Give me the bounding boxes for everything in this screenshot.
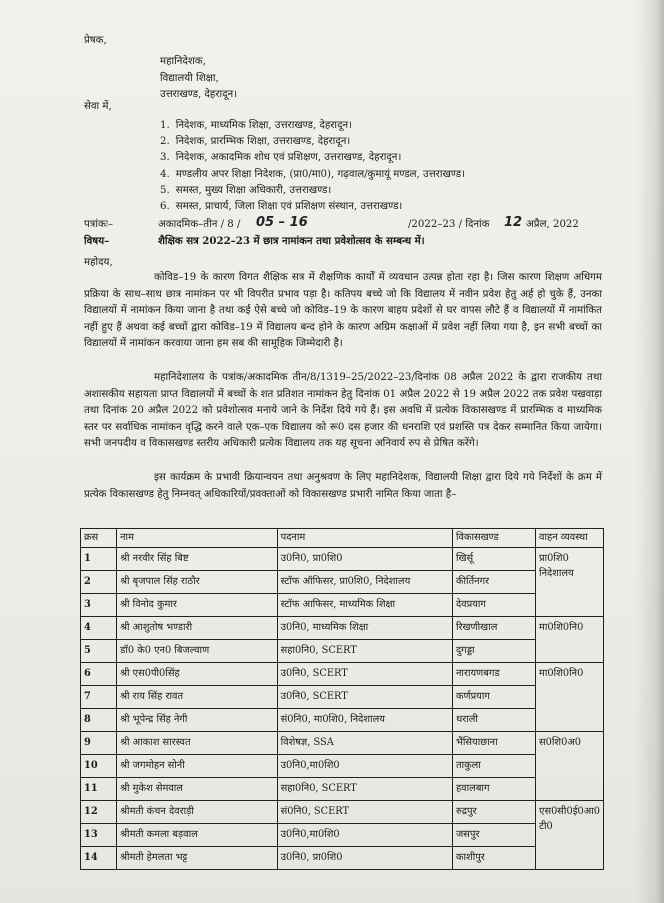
recipient-item	[160, 118, 465, 134]
block-name: खिर्सू	[452, 548, 535, 571]
row-number: 13	[81, 824, 117, 847]
recipient-number: 6.	[160, 201, 170, 213]
block-name: देवप्रयाग	[452, 594, 535, 617]
table-row	[81, 778, 604, 801]
vehicle-arrangement: प्रा0शि0 निदेशालय	[536, 548, 604, 617]
row-number: 14	[81, 847, 117, 870]
row-number: 2	[81, 571, 117, 594]
table-row	[81, 755, 604, 778]
row-number: 9	[81, 732, 117, 755]
officer-designation: उ0नि0, माध्यमिक शिक्षा	[277, 617, 452, 640]
sender-line: विद्यालयी शिक्षा,	[160, 72, 219, 84]
recipient-number: 1.	[160, 120, 170, 131]
block-name: भैंसियाछाना	[452, 732, 535, 755]
row-number: 4	[81, 617, 117, 640]
table-row	[81, 571, 604, 594]
recipient-text: समस्त, मुख्य शिक्षा अधिकारी, उत्तराखण्ड।	[175, 184, 332, 196]
block-name: ताकुला	[452, 755, 535, 778]
column-header: विकासखण्ड	[452, 529, 535, 548]
recipient-text: समस्त, प्राचार्य, जिला शिक्षा एवं प्रशिक्षण संस्थान, उत्तराखण्ड।	[175, 201, 403, 213]
table-row	[81, 686, 604, 709]
officer-name: श्री मुकेश सेमवाल	[117, 778, 278, 801]
sender-line: महानिदेशक,	[160, 56, 206, 67]
recipients-list	[160, 118, 465, 215]
officer-name: श्रीमती हेमलता भट्ट	[117, 847, 278, 870]
body-paragraph: कोविड–19 के कारण विगत शैक्षिक सत्र में शैक्षणिक कार्यों में व्यवधान उत्पन्न होता रहा है। जिस कारण शिक्षण अधिगम प्रक्रिया के साथ–साथ छात्र नामांकन पर भी विपरीत प्रभाव पड़ा है। कतिपय बच्चे जो कि विद्यालय में नवीन प्रवेश हेतु अर्ह हो चुके हैं, उनका विद्यालयों में नामांकन किया जाना है तथा कई ऐसे बच्चे जो कोविड–19 के कारण बाहय प्रदेशों से घर वापस लौटे हैं व विद्यालयों में नामांकित नहीं हुए हैं अथवा कई बच्चों द्वारा कोविड–19 में विद्यालय बन्द होने के कारण अग्रिम कक्षाओं में प्रवेश नहीं लिया गया है, इन सभी बच्चों का विद्यालयों में नामांकन करवाया जाना हम सब की सामूहिक जिम्मेदारी है।	[84, 272, 602, 350]
vehicle-arrangement: एस0सी0ई0आ0 टी0	[536, 801, 604, 870]
row-number: 10	[81, 755, 117, 778]
row-number: 3	[81, 594, 117, 617]
row-number: 5	[81, 640, 117, 663]
block-name: कर्णप्रयाग	[452, 686, 535, 709]
table-row	[81, 663, 604, 686]
officer-name: श्री जगमोहन सोनी	[117, 755, 278, 778]
recipient-text: निदेशक, अकादमिक शोध एवं प्रशिक्षण, उत्तराखण्ड, देहरादून।	[175, 152, 402, 164]
officer-designation: विशेषज्ञ, SSA	[277, 732, 452, 755]
table-row	[81, 617, 604, 640]
officer-name: डॉ0 के0 एन0 बिजल्वाण	[117, 640, 278, 663]
officer-designation: उ0नि0, SCERT	[277, 663, 452, 686]
sender-line: उत्तराखण्ड, देहरादून।	[160, 89, 238, 100]
block-name: रुद्रपुर	[452, 801, 535, 824]
recipient-number: 4.	[160, 168, 170, 180]
officer-name: श्री आकाश सारस्वत	[117, 732, 278, 755]
officer-designation: स्टॉफ आफिसर, माध्यमिक शिक्षा	[277, 594, 452, 617]
letter-ref-handwritten-number: 05 – 16	[256, 215, 308, 230]
block-name: काशीपुर	[452, 847, 535, 870]
body-paragraph: इस कार्यक्रम के प्रभावी क्रियान्वयन तथा अनुश्रवण के लिए महानिदेशक, विद्यालयी शिक्षा द्वारा दिये गये निर्देशों के क्रम में प्रत्येक विकासखण्ड हेतु निम्नवत् अधिकारियों/प्रवक्ताओं को विकासखण्ड प्रभारी नामित किया जाता है–	[84, 472, 602, 500]
officers-table	[80, 528, 604, 870]
recipients-label: सेवा में,	[84, 101, 112, 112]
body-paragraph: महानिदेशालय के पत्रांक/अकादमिक तीन/8/1319–25/2022–23/दिनांक 08 अप्रैल 2022 के द्वारा राजकीय तथा अशासकीय सहायता प्राप्त विद्यालयों में बच्चों के शत प्रतिशत नामांकन हेतु दिनांक 01 अप्रैल 2022 से 19 अप्रैल 2022 तक प्रवेश पखवाड़ा तथा दिनांक 20 अप्रैल 2022 को प्रवेशोत्सव मनाये जाने के निर्देश दिये गये हैं। इस अवधि में प्रत्येक विकासखण्ड में प्रारम्भिक व माध्यमिक स्तर पर सर्वाधिक नामांकन वृद्धि करने वाले एक–एक विद्यालय को रू0 दस हजार की धनराशि एवं प्रशस्ति पत्र देकर सम्मानित किया जायेगा। सभी जनपदीय व विकासखण्ड स्तरीय अधिकारी प्रत्येक विद्यालय तक यह सूचना अनिवार्य रुप से प्रेषित करेंगे।	[84, 372, 602, 450]
officer-name: श्री आशुतोष भण्डारी	[117, 617, 278, 640]
row-number: 12	[81, 801, 117, 824]
recipient-number: 5.	[160, 184, 170, 196]
block-name: रिखणीखाल	[452, 617, 535, 640]
recipient-text: मण्डलीय अपर शिक्षा निदेशक, (प्रा0/मा0), गढ़वाल/कुमायूं मण्डल, उत्तराखण्ड।	[175, 168, 465, 180]
row-number: 1	[81, 548, 117, 571]
officer-name: श्री विनोद कुमार	[117, 594, 278, 617]
recipient-number: 3.	[160, 152, 170, 164]
row-number: 6	[81, 663, 117, 686]
recipient-text: निदेशक, प्रारम्भिक शिक्षा, उत्तराखण्ड, देहरादून।	[175, 136, 351, 148]
officer-designation: सहा0नि0, SCERT	[277, 778, 452, 801]
table-row	[81, 801, 604, 824]
table-row	[81, 847, 604, 870]
block-name: थराली	[452, 709, 535, 732]
table-body	[81, 548, 604, 870]
block-name: दुगड्डा	[452, 640, 535, 663]
block-name: हवालबाग	[452, 778, 535, 801]
officer-designation: सं0नि0, SCERT	[277, 801, 452, 824]
officer-designation: उ0नि0, SCERT	[277, 686, 452, 709]
sender-address	[160, 54, 237, 104]
block-name: नारायणबगड	[452, 663, 535, 686]
subject-label: विषय–	[84, 235, 110, 247]
officer-designation: उ0नि0,मा0शि0	[277, 824, 452, 847]
officer-designation: सं0नि0, मा0शि0, निदेशालय	[277, 709, 452, 732]
recipient-number: 2.	[160, 136, 170, 148]
officer-designation: उ0नि0, प्रा0शि0	[277, 548, 452, 571]
vehicle-arrangement: मा0शि0नि0	[536, 663, 604, 732]
page-edge-shadow	[636, 0, 664, 903]
officer-name: श्रीमती कंचन देवराड़ी	[117, 801, 278, 824]
column-header: नाम	[117, 529, 278, 548]
officer-name: श्री बृजपाल सिंह राठौर	[117, 571, 278, 594]
vehicle-arrangement: स0शि0अ0	[536, 732, 604, 801]
table-header-row	[81, 529, 604, 548]
salutation: महोदय,	[84, 257, 113, 268]
recipient-item	[160, 134, 465, 150]
recipient-item	[160, 150, 465, 166]
row-number: 11	[81, 778, 117, 801]
officer-name: श्री राय सिंह रावत	[117, 686, 278, 709]
officer-name: श्रीमती कमला बड़वाल	[117, 824, 278, 847]
row-number: 8	[81, 709, 117, 732]
recipient-item	[160, 199, 465, 215]
column-header: पदनाम	[277, 529, 452, 548]
vehicle-arrangement: मा0शि0नि0	[536, 617, 604, 663]
column-header: वाहन व्यवस्था	[536, 529, 604, 548]
officer-designation: उ0नि0,मा0शि0	[277, 755, 452, 778]
officer-designation: उ0नि0, प्रा0शि0	[277, 847, 452, 870]
recipient-text: निदेशक, माध्यमिक शिक्षा, उत्तराखण्ड, देहरादून।	[175, 120, 352, 131]
recipient-item	[160, 183, 465, 199]
officer-name: श्री एस0पी0सिंह	[117, 663, 278, 686]
officer-designation: स्टॉफ ऑफिसर, प्रा0शि0, निदेशालय	[277, 571, 452, 594]
column-header: क्रस	[81, 529, 117, 548]
row-number: 7	[81, 686, 117, 709]
block-name: कीर्तिनगर	[452, 571, 535, 594]
table-row	[81, 594, 604, 617]
table-row	[81, 548, 604, 571]
recipient-item	[160, 167, 465, 183]
letter-ref-date: अप्रैल, 2022	[526, 219, 579, 230]
table-row	[81, 824, 604, 847]
letter-ref-handwritten-date: 12	[504, 215, 523, 230]
subject-text: शैक्षिक सत्र 2022–23 में छात्र नामांकन तथा प्रवेशोत्सव के सम्बन्ध में।	[158, 235, 425, 247]
table-row	[81, 709, 604, 732]
letter-ref-prefix: अकादमिक–तीन / 8 /	[158, 219, 241, 230]
officer-name: श्री नरवीर सिंह बिष्ट	[117, 548, 278, 571]
letter-ref-label: पत्रांकः–	[84, 219, 114, 230]
table-row	[81, 640, 604, 663]
table-row	[81, 732, 604, 755]
officer-name: श्री भूपेन्द्र सिंह नेगी	[117, 709, 278, 732]
officer-designation: सहा0नि0, SCERT	[277, 640, 452, 663]
sender-label: प्रेषक,	[84, 35, 107, 46]
block-name: जसपुर	[452, 824, 535, 847]
letter-ref-suffix: /2022–23 / दिनांक	[408, 219, 490, 230]
